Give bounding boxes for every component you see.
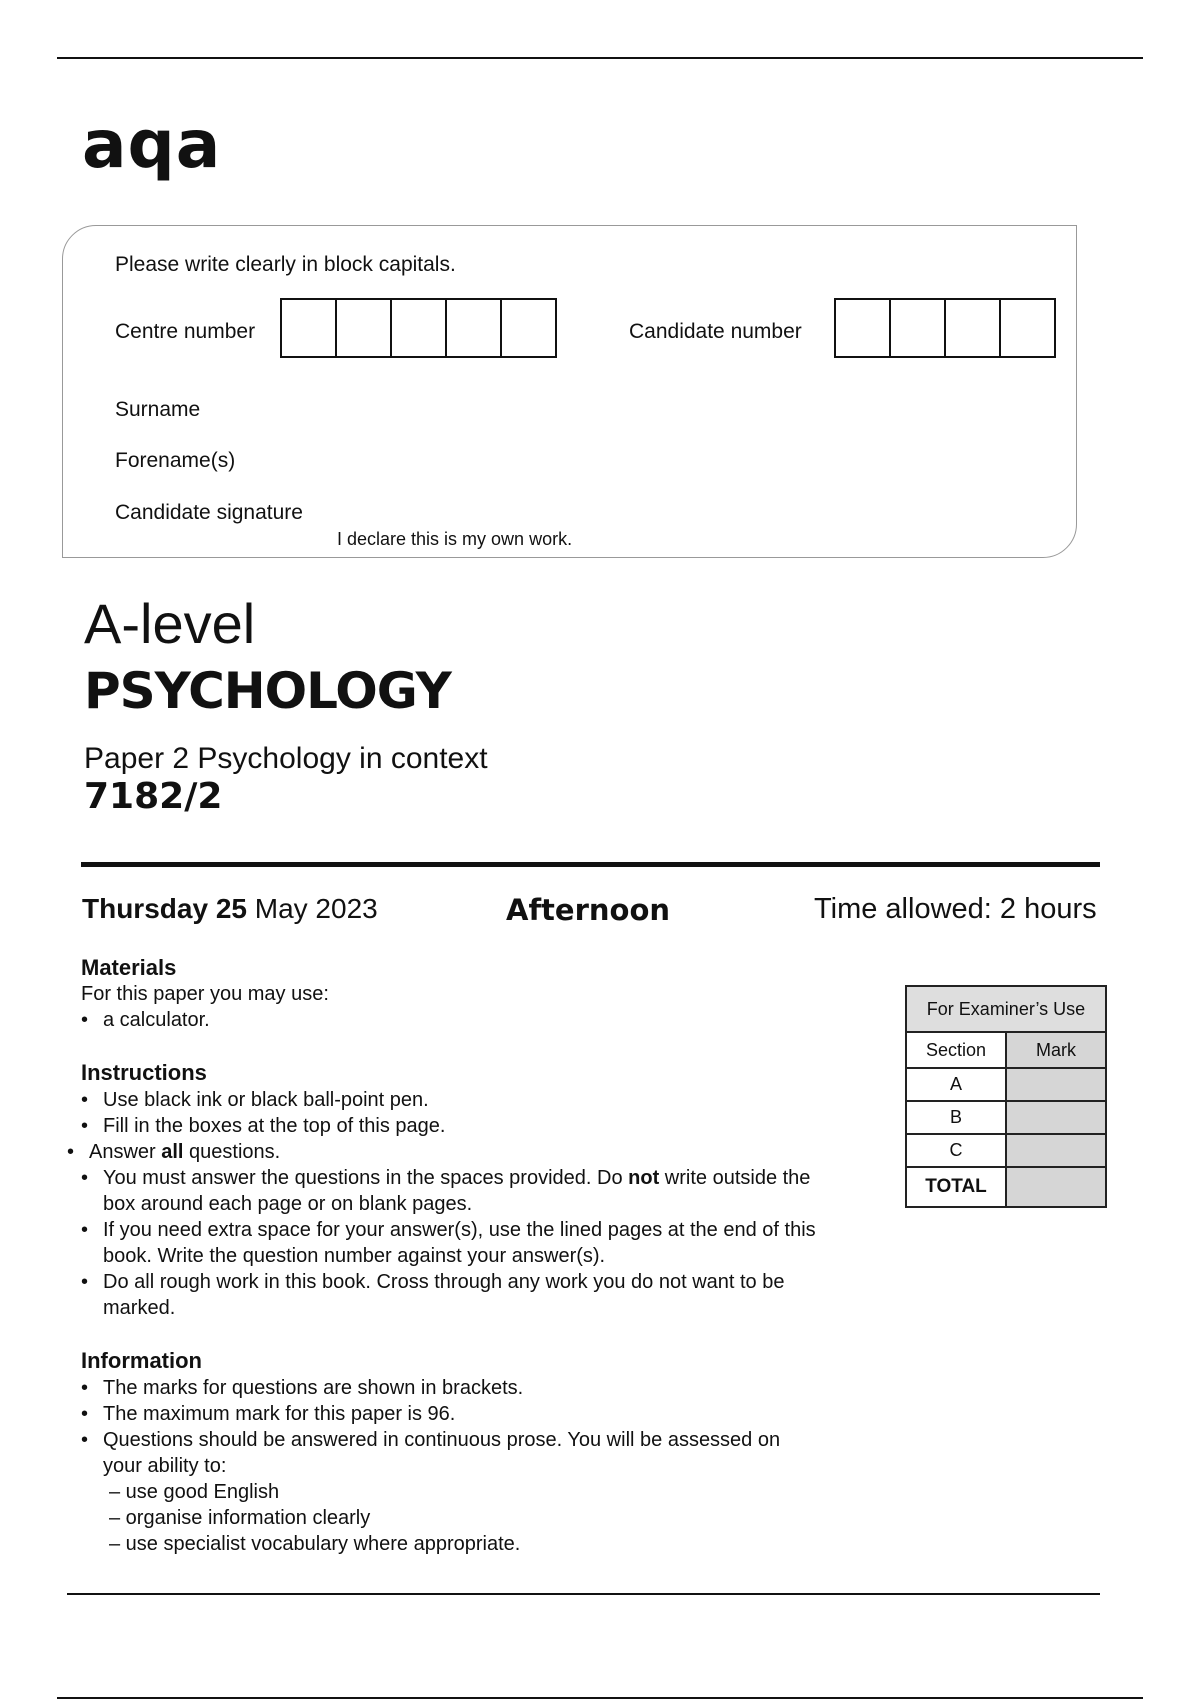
instruction-text: You must answer the questions in the spaces provided. Do	[103, 1167, 629, 1189]
examiners-use-heading: For Examiner’s Use	[906, 986, 1106, 1032]
centre-number-digit[interactable]	[282, 300, 337, 356]
signature-label: Candidate signature	[115, 501, 303, 524]
footer-rule	[67, 1593, 1100, 1595]
list-item: • a calculator.	[81, 1007, 841, 1033]
surname-field[interactable]	[320, 394, 1050, 424]
time-allowed: Time allowed: 2 hours	[814, 893, 1097, 925]
paper-title: Paper 2 Psychology in context	[84, 742, 488, 775]
list-item: • Fill in the boxes at the top of this page.	[81, 1113, 821, 1139]
candidate-number-digit[interactable]	[946, 300, 1001, 356]
centre-number-digit[interactable]	[447, 300, 502, 356]
forenames-field[interactable]	[320, 445, 1050, 475]
exam-session: Afternoon	[506, 893, 671, 927]
table-row	[906, 1068, 1106, 1101]
mark-cell[interactable]	[1006, 1134, 1106, 1167]
exam-date	[82, 893, 378, 925]
candidate-number-digit[interactable]	[836, 300, 891, 356]
section-cell: B	[906, 1101, 1006, 1134]
top-rule	[57, 57, 1143, 59]
centre-number-digit[interactable]	[337, 300, 392, 356]
surname-label: Surname	[115, 398, 201, 421]
materials-heading: Materials	[81, 955, 177, 980]
table-row	[906, 1101, 1106, 1134]
exam-date-number: 25	[215, 893, 247, 924]
signature-field[interactable]	[330, 496, 1030, 526]
block-capitals-instruction: Please write clearly in block capitals.	[115, 253, 456, 276]
table-row	[906, 1134, 1106, 1167]
list-item	[67, 1139, 821, 1165]
own-work-declaration: I declare this is my own work.	[337, 529, 573, 549]
examiners-use-table	[905, 985, 1107, 1208]
candidate-number-boxes[interactable]	[834, 298, 1056, 358]
paper-code: 7182/2	[84, 776, 223, 817]
instructions-heading: Instructions	[81, 1060, 207, 1085]
materials-list	[81, 1007, 841, 1033]
list-item	[81, 1165, 821, 1217]
candidate-number-digit[interactable]	[891, 300, 946, 356]
assessment-criterion: – organise information clearly	[109, 1507, 371, 1529]
mark-cell[interactable]	[1006, 1068, 1106, 1101]
instruction-text: Answer	[89, 1141, 162, 1163]
information-list	[81, 1375, 821, 1479]
list-item: • Use black ink or black ball-point pen.	[81, 1087, 821, 1113]
information-section	[81, 1348, 821, 1557]
information-heading: Information	[81, 1348, 202, 1373]
total-mark-cell[interactable]	[1006, 1167, 1106, 1207]
instruction-emphasis: all	[161, 1141, 184, 1163]
table-row	[906, 1167, 1106, 1207]
materials-section	[81, 955, 841, 1033]
exam-month-year: May 2023	[254, 893, 378, 924]
total-label: TOTAL	[906, 1167, 1006, 1207]
candidate-number-digit[interactable]	[1001, 300, 1056, 356]
centre-number-digit[interactable]	[502, 300, 557, 356]
instruction-text: write outside the box around each page or on blank pages.	[103, 1167, 811, 1215]
list-item: • The maximum mark for this paper is 96.	[81, 1401, 821, 1427]
materials-intro: For this paper you may use:	[81, 983, 329, 1005]
instruction-text: questions.	[183, 1141, 281, 1163]
forenames-label: Forename(s)	[115, 449, 236, 472]
qualification-level: A-level	[84, 592, 256, 655]
mark-cell[interactable]	[1006, 1101, 1106, 1134]
candidate-number-label: Candidate number	[629, 320, 802, 343]
section-cell: C	[906, 1134, 1006, 1167]
aqa-logo: aqa	[82, 106, 222, 183]
section-column-header: Section	[906, 1032, 1006, 1068]
list-item: • Do all rough work in this book. Cross through any work you do not want to be marked.	[81, 1269, 821, 1321]
mark-column-header: Mark	[1006, 1032, 1106, 1068]
centre-number-boxes[interactable]	[280, 298, 557, 358]
assessment-criterion: – use good English	[109, 1481, 280, 1503]
list-item: • Questions should be answered in continuous prose. You will be assessed on your ability to:	[81, 1427, 821, 1479]
exam-day: Thursday	[82, 893, 209, 924]
assessment-criterion: – use specialist vocabulary where appropriate.	[109, 1533, 521, 1555]
list-item: • If you need extra space for your answer(s), use the lined pages at the end of this book. Write the question number against your answer(s).	[81, 1217, 821, 1269]
instructions-list	[81, 1087, 821, 1321]
centre-number-label: Centre number	[115, 320, 256, 343]
section-cell: A	[906, 1068, 1006, 1101]
instruction-emphasis: not	[628, 1167, 660, 1189]
bottom-rule	[57, 1697, 1143, 1699]
title-rule	[81, 862, 1100, 867]
centre-number-digit[interactable]	[392, 300, 447, 356]
list-item: • The marks for questions are shown in brackets.	[81, 1375, 821, 1401]
instructions-section	[81, 1060, 821, 1321]
subject-title: PSYCHOLOGY	[84, 662, 451, 720]
